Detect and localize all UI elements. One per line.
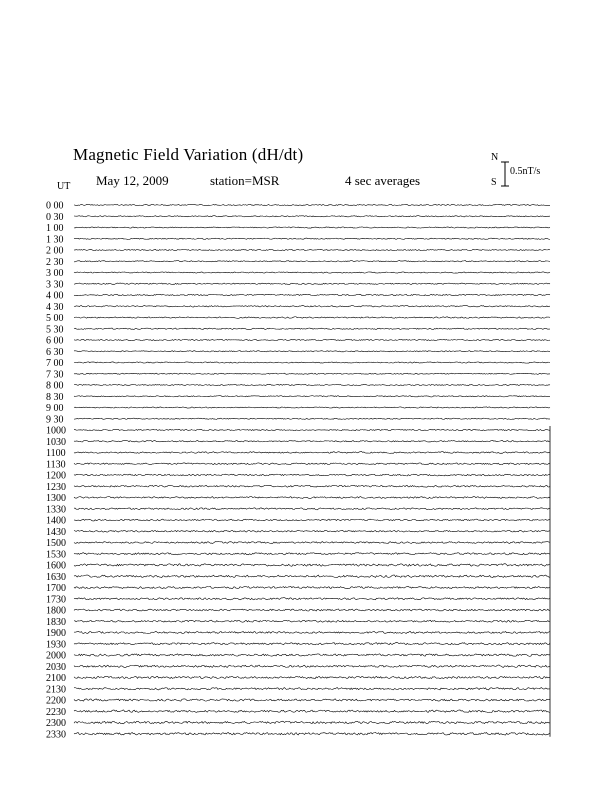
row-label-37: 1830 xyxy=(46,616,66,628)
scale-bar xyxy=(501,162,509,186)
chart-title: Magnetic Field Variation (dH/dt) xyxy=(73,145,304,164)
row-label-6: 3 00 xyxy=(46,268,64,279)
row-label-40: 2000 xyxy=(46,650,66,662)
trace-row-14 xyxy=(74,362,550,363)
row-label-18: 9 00 xyxy=(46,403,64,414)
scale-north-label: N xyxy=(491,152,499,163)
trace-row-25 xyxy=(74,485,550,487)
row-label-16: 8 00 xyxy=(46,380,64,392)
row-label-11: 5 30 xyxy=(46,324,64,336)
trace-row-20 xyxy=(74,429,550,430)
scale-value-label: 0.5nT/s xyxy=(510,166,541,177)
trace-row-6 xyxy=(74,272,550,273)
trace-row-22 xyxy=(74,452,550,454)
row-label-2: 1 00 xyxy=(46,223,64,234)
row-label-41: 2030 xyxy=(46,661,66,673)
trace-row-43 xyxy=(74,688,550,690)
averaging-label: 4 sec averages xyxy=(345,173,421,188)
trace-rows xyxy=(46,201,550,741)
time-axis-label: UT xyxy=(57,181,71,192)
trace-row-8 xyxy=(74,294,550,295)
row-label-13: 6 30 xyxy=(46,346,64,358)
row-label-4: 2 00 xyxy=(46,245,64,257)
row-label-27: 1330 xyxy=(46,504,66,516)
row-label-22: 1100 xyxy=(46,448,66,459)
trace-row-36 xyxy=(74,609,550,611)
row-label-20: 1000 xyxy=(46,425,66,437)
trace-row-7 xyxy=(74,283,550,284)
trace-row-29 xyxy=(74,530,550,532)
row-label-15: 7 30 xyxy=(46,369,64,381)
trace-row-2 xyxy=(74,227,550,228)
row-label-44: 2200 xyxy=(46,695,66,707)
trace-row-39 xyxy=(74,643,550,645)
trace-row-46 xyxy=(74,721,550,724)
row-label-7: 3 30 xyxy=(46,279,64,291)
trace-row-45 xyxy=(74,710,550,713)
trace-row-31 xyxy=(74,553,550,555)
row-label-33: 1630 xyxy=(46,571,66,583)
trace-row-9 xyxy=(74,306,550,308)
row-label-43: 2130 xyxy=(46,684,66,696)
row-label-17: 8 30 xyxy=(46,391,64,403)
row-label-35: 1730 xyxy=(46,594,66,606)
row-label-28: 1400 xyxy=(46,515,66,527)
trace-row-26 xyxy=(74,497,550,499)
trace-row-18 xyxy=(74,407,550,408)
trace-row-19 xyxy=(74,418,550,419)
row-label-0: 0 00 xyxy=(46,200,64,212)
row-label-38: 1900 xyxy=(46,628,66,639)
row-label-12: 6 00 xyxy=(46,335,64,347)
trace-row-44 xyxy=(74,699,550,701)
row-label-36: 1800 xyxy=(46,605,66,617)
row-label-25: 1230 xyxy=(46,481,66,493)
row-label-31: 1530 xyxy=(46,549,66,561)
trace-row-41 xyxy=(74,665,550,667)
row-label-30: 1500 xyxy=(46,538,66,549)
trace-row-30 xyxy=(74,542,550,544)
date-label: May 12, 2009 xyxy=(96,173,169,188)
trace-row-23 xyxy=(74,463,550,465)
row-label-32: 1600 xyxy=(46,560,66,572)
trace-row-11 xyxy=(74,328,550,329)
trace-row-28 xyxy=(74,519,550,521)
row-label-1: 0 30 xyxy=(46,211,64,223)
trace-row-10 xyxy=(74,317,550,319)
trace-row-38 xyxy=(74,631,550,633)
station-label: station=MSR xyxy=(210,173,280,188)
trace-row-37 xyxy=(74,620,550,622)
trace-row-16 xyxy=(74,384,550,385)
trace-row-27 xyxy=(74,508,550,510)
row-label-42: 2100 xyxy=(46,673,66,684)
trace-row-17 xyxy=(74,396,550,397)
trace-row-47 xyxy=(74,733,550,736)
trace-row-4 xyxy=(74,249,550,250)
trace-row-5 xyxy=(74,261,550,262)
trace-row-12 xyxy=(74,339,550,340)
row-label-3: 1 30 xyxy=(46,234,64,246)
trace-row-42 xyxy=(74,676,550,678)
row-label-14: 7 00 xyxy=(46,358,64,369)
row-label-10: 5 00 xyxy=(46,313,64,324)
row-label-26: 1300 xyxy=(46,493,66,504)
trace-row-35 xyxy=(74,598,550,600)
row-label-23: 1130 xyxy=(46,459,66,471)
row-label-46: 2300 xyxy=(46,718,66,729)
row-label-24: 1200 xyxy=(46,470,66,482)
trace-row-1 xyxy=(74,216,550,217)
trace-row-3 xyxy=(74,238,550,239)
row-label-21: 1030 xyxy=(46,436,66,448)
trace-row-13 xyxy=(74,351,550,352)
row-label-9: 4 30 xyxy=(46,301,64,313)
trace-row-40 xyxy=(74,654,550,656)
trace-row-24 xyxy=(74,474,550,476)
row-label-8: 4 00 xyxy=(46,290,64,302)
row-label-19: 9 30 xyxy=(46,414,64,426)
trace-row-21 xyxy=(74,440,550,442)
row-label-47: 2330 xyxy=(46,729,66,741)
row-label-29: 1430 xyxy=(46,526,66,538)
row-label-45: 2230 xyxy=(46,706,66,718)
trace-row-33 xyxy=(74,575,550,578)
trace-row-0 xyxy=(74,204,550,205)
trace-row-32 xyxy=(74,564,550,567)
row-label-5: 2 30 xyxy=(46,256,64,268)
trace-row-34 xyxy=(74,586,550,588)
scale-south-label: S xyxy=(491,177,497,188)
trace-row-15 xyxy=(74,373,550,374)
row-label-39: 1930 xyxy=(46,639,66,651)
row-label-34: 1700 xyxy=(46,583,66,594)
